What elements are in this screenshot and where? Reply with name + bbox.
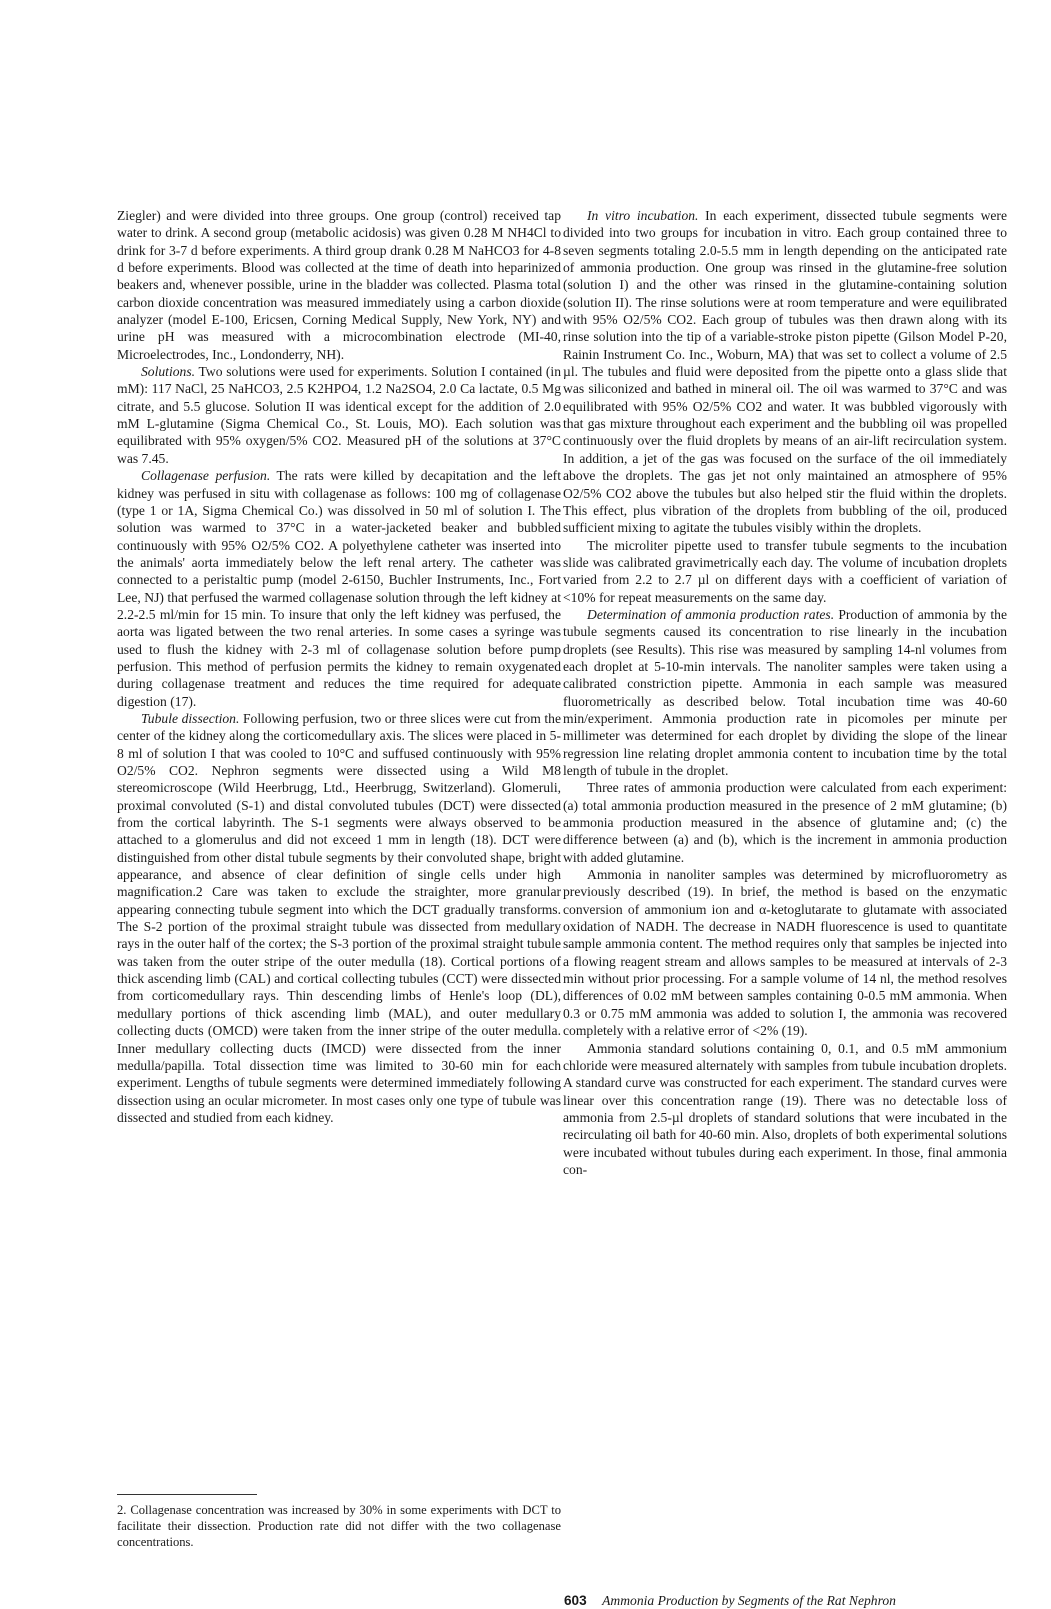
paragraph-standards: Ammonia standard solutions containing 0, 0.1, and 0.5 mM ammonium chloride were measured alternately with samples from tubule incubation droplets. A standard curve was constructed for each experiment. The standard curves were linear over this concentration range (19). There was no detectable loss of ammonia from 2.5-µl droplets of standard solutions that were incubated in the recirculating oil bath for 40-60 min. Also, droplets of both experimental solutions were incubated without tubules during each experiment. In those, final ammonia con-: [563, 1040, 1007, 1177]
paragraph-three-rates: Three rates of ammonia production were calculated from each experiment: (a) total ammonia production measured in the presence of 2 mM glutamine; (b) ammonia production measured in the absence of glutamine and; (c) the difference between (a) and (b), which is the increment in ammonia production with added glutamine.: [563, 780, 1007, 865]
paragraph-dissection-body: Following perfusion, two or three slices were cut from the center of the kidney along the corticomedullary axis. The slices were placed in 5-8 ml of solution I that was cooled to 10°C and suffused continuously with 95% O2/5% CO2. Nephron segments were dissected using a Wild M8 stereomicroscope (Wild Heerbrugg, Ltd., Heerbrugg, Switzerland). Glomeruli, proximal convoluted (S-1) and distal convoluted tubules (DCT) were dissected from the cortical labyrinth. The S-1 segments were always observed to be attached to a glomerulus and did not exceed 1 mm in length (18). DCT were distinguished from other distal tubule segments by their convoluted shape, bright appearance, and absence of clear definition of single cells under high magnification.2 Care was taken to exclude the straighter, more granular appearing connecting tubule segment into which the DCT gradually transforms. The S-2 portion of the proximal straight tubule was dissected from medullary rays in the outer half of the cortex; the S-3 portion of the proximal straight tubule was taken from the outer stripe of the outer medulla (18). Cortical portions of thick ascending limb (CAL) and cortical collecting tubules (CCT) were dissected from corticomedullary rays. Thin descending limbs of Henle's loop (DL), medullary portions of thick ascending limb (MAL), and outer medullary collecting ducts (OMCD) were taken from the inner stripe of the outer medulla. Inner medullary collecting ducts (IMCD) were dissected from the inner medulla/papilla. Total dissection time was limited to 30-60 min for each experiment. Lengths of tubule segments were determined immediately following dissection using an ocular micrometer. In most cases only one type of tubule was dissected and studied from each kidney.: [117, 710, 561, 1125]
footnote: 2. Collagenase concentration was increased by 30% in some experiments with DCT to facilitate their dissection. Production rate did not differ with the two collagenase concentrations.: [117, 1503, 561, 1549]
paragraph-ammonia-rates: [563, 606, 1007, 779]
paragraph-in-vitro-incubation: [563, 207, 1007, 537]
paragraph-animal-groups: Ziegler) and were divided into three groups. One group (control) received tap water to drink. A second group (metabolic acidosis) was given 0.28 M NH4Cl to drink for 3-7 d before experiments. A third group drank 0.28 M NaHCO3 for 4-8 d before experiments. Blood was collected at the time of death into heparinized beakers and, whenever possible, urine in the bladder was collected. Plasma total carbon dioxide concentration was measured immediately using a carbon dioxide analyzer (model E-100, Ericsen, Corning Medical Supply, New York, NY) and urine pH was measured with a microcombination electrode (MI-40, Microelectrodes, Inc., Londonderry, NH).: [117, 208, 561, 362]
running-title: Ammonia Production by Segments of the Rat Nephron: [602, 1593, 896, 1608]
paragraph-pipette-calibration: The microliter pipette used to transfer tubule segments to the incubation slide was calibrated gravimetrically each day. The volume of incubation droplets varied from 2.2 to 2.7 µl on different days with a coefficient of variation of <10% for repeat measurements on the same day.: [563, 537, 1007, 605]
paragraph-solutions: [117, 363, 561, 467]
runin-heading-dissection: Tubule dissection.: [141, 710, 240, 726]
runin-heading-solutions: Solutions.: [141, 364, 196, 380]
page-number: 603: [564, 1593, 587, 1608]
paragraph-tubule-dissection: [117, 710, 561, 1126]
paragraph-solutions-body: Two solutions were used for experiments. Solution I contained (in mM): 117 NaCl, 25 NaHCO3, 2.5 K2HPO4, 1.2 Na2SO4, 2.0 Ca lactate, 0.5 Mg citrate, and 5.5 glucose. Solution II was identical except for the addition of 2.0 mM L-glutamine (Sigma Chemical Co., St. Louis, MO). Each solution was equilibrated with 95% oxygen/5% CO2. Measured pH of the solutions at 37°C was 7.45.: [117, 364, 561, 466]
paragraph-ammonia-rates-body: Production of ammonia by the tubule segments caused its concentration to rise linearly in the incubation droplets (see Results). This rise was measured by sampling 14-nl volumes from each droplet at 5-10-min intervals. The nanoliter samples were taken using a calibrated constriction pipette. Ammonia in each sample was measured fluorometrically as described below. Total incubation time was 40-60 min/experiment. Ammonia production rate in picomoles per minute per millimeter was determined for each droplet by dividing the slope of the linear regression line relating droplet ammonia content to incubation time by the total length of tubule in the droplet.: [563, 606, 1008, 778]
runin-heading-collagenase: Collagenase perfusion.: [141, 468, 271, 484]
footnote-divider: [117, 1494, 257, 1495]
runin-heading-ammonia-rates: Determination of ammonia production rates.: [587, 606, 835, 622]
paragraph-collagenase-body: The rats were killed by decapitation and the left kidney was perfused in situ with collagenase as follows: 100 mg of collagenase (type 1 or 1A, Sigma Chemical Co.) was dissolved in 50 ml of solution I. The solution was warmed to 37°C in a water-jacketed beaker and bubbled continuously with 95% O2/5% CO2. A polyethylene catheter was inserted into the animals' aorta immediately below the left renal artery. The catheter was connected to a peristaltic pump (model 2-6150, Buchler Instruments, Inc., Fort Lee, NJ) that perfused the warmed collagenase solution through the left kidney at 2.2-2.5 ml/min for 15 min. To insure that only the left kidney was perfused, the aorta was ligated between the two renal arteries. In some cases a syringe was used to flush the kidney with 2-3 ml of collagenase solution before pump perfusion. This method of perfusion permits the kidney to remain oxygenated during collagenase treatment and reduces the time required for adequate digestion (17).: [117, 468, 561, 709]
paragraph-incubation-body: In each experiment, dissected tubule segments were divided into two groups for incubation in vitro. Each group contained three to seven segments totaling 2.0-5.5 mm in length depending on the anticipated rate of ammonia production. One group was rinsed in the glutamine-free solution (solution I) and the other was rinsed in the glutamine-containing solution (solution II). The rinse solutions were at room temperature and were equilibrated with 95% O2/5% CO2. Each group of tubules was then drawn along with its rinse solution into the tip of a variable-stroke piston pipette (Gilson Model P-20, Rainin Instrument Co. Inc., Woburn, MA) that was set to collect a volume of 2.5 µl. The tubules and fluid were deposited from the pipette onto a glass slide that was siliconized and bathed in mineral oil. The oil was warmed to 37°C and was equilibrated with 95% O2/5% CO2 and water. It was bubbled vigorously with that gas mixture throughout each experiment and the bubbling oil was propelled continuously over the fluid droplets by means of an air-lift recirculation system. In addition, a jet of the gas was focused on the surface of the oil immediately above the droplets. The gas jet not only maintained an atmosphere of 95% O2/5% CO2 above the tubules but also helped stir the fluid within the droplets. This effect, plus vibration of the droplets from bubbling of the oil, produced sufficient mixing to agitate the tubules visibly within the droplets.: [563, 208, 1007, 536]
page-footer: [564, 1593, 896, 1609]
runin-heading-incubation: In vitro incubation.: [587, 208, 699, 223]
paragraph-collagenase-perfusion: [117, 467, 561, 710]
paragraph-microfluorometry: Ammonia in nanoliter samples was determined by microfluorometry as previously described (19). In brief, the method is based on the enzymatic conversion of ammonium ion and α-ketoglutarate to glutamate with associated oxidation of NADH. The decrease in NADH fluorescence is used to quantitate sample ammonia content. The method requires only that samples be injected into a flowing reagent stream and allows samples to be measured at intervals of 2-3 min without prior processing. For a sample volume of 14 nl, the method resolves differences of 0.02 mM between samples containing 0-0.5 mM ammonia. When 0.3 or 0.75 mM ammonia was added to solution I, the ammonia was recovered completely with a relative error of <2% (19).: [563, 867, 1007, 1039]
left-column: [117, 207, 561, 1126]
right-column: [563, 207, 1007, 1178]
